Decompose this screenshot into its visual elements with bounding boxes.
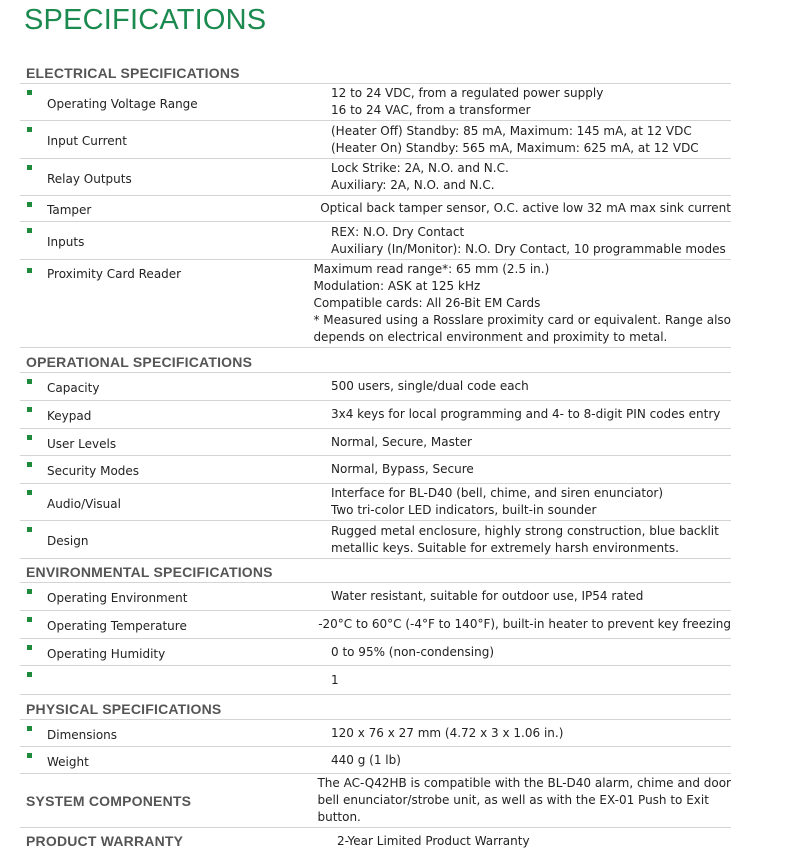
bullet-icon [27,589,32,594]
bullet-icon [27,617,32,622]
spec-value: Lock Strike: 2A, N.O. and N.C. Auxiliary: 2A, N.O. and N.C. [331,161,509,192]
table-row [20,639,731,666]
spec-label: Weight [20,747,325,773]
section-header-electrical [20,62,731,84]
spec-label: Relay Outputs [20,159,325,195]
table-row [20,121,731,159]
spec-value: Rugged metal enclosure, highly strong construction, blue backlit metallic keys. Suitable for extremely harsh environments. [331,523,719,555]
spec-label: Design [20,521,325,558]
table-row [20,429,731,456]
spec-label: Operating Environment [20,583,325,610]
spec-label: Capacity [20,373,325,400]
spec-label: Inputs [20,222,325,259]
spec-label: Keypad [20,401,325,428]
bullet-icon [27,462,32,467]
table-row [20,222,731,260]
bullet-icon [27,672,32,677]
spec-value: 440 g (1 lb) [331,752,401,767]
bullet-icon [27,379,32,384]
spec-value: 120 x 76 x 27 mm (4.72 x 3 x 1.06 in.) [331,725,564,740]
spec-label: Operating Voltage Range [20,84,325,120]
spec-label: Proximity Card Reader [20,260,307,347]
table-row [20,484,731,521]
spec-label: User Levels [20,429,325,455]
bullet-icon [27,202,32,207]
section-title: ENVIRONMENTAL SPECIFICATIONS [26,564,273,580]
bullet-icon [27,407,32,412]
spec-label: Tamper [20,196,314,221]
spec-value: REX: N.O. Dry Contact Auxiliary (In/Monitor): N.O. Dry Contact, 10 programmable modes [331,224,726,256]
spec-value: The AC-Q42HB is compatible with the BL-D40 alarm, chime and door bell enunciator/strobe unit, as well as with the EX-01 Push to Exit button. [317,776,731,824]
table-row [20,611,731,639]
spec-value: Optical back tamper sensor, O.C. active low 32 mA max sink current [320,201,731,215]
table-row [20,666,731,695]
section-title: ELECTRICAL SPECIFICATIONS [26,65,240,81]
spec-label: Security Modes [20,456,325,483]
section-system-components [20,774,731,828]
bullet-icon [27,490,32,495]
bullet-icon [27,435,32,440]
section-title: SYSTEM COMPONENTS [26,792,192,809]
spec-value: 12 to 24 VDC, from a regulated power supply 16 to 24 VAC, from a transformer [331,86,604,117]
specifications-table [20,62,731,854]
spec-value: Water resistant, suitable for outdoor use, IP54 rated [331,589,644,603]
spec-value: 1 [331,672,339,687]
table-row [20,521,731,559]
bullet-icon [27,527,32,532]
table-row [20,159,731,196]
spec-value: 0 to 95% (non-condensing) [331,644,495,659]
bullet-icon [27,228,32,233]
table-row [20,456,731,484]
section-title: PHYSICAL SPECIFICATIONS [26,701,222,717]
spec-value: 3x4 keys for local programming and 4- to 8-digit PIN codes entry [331,407,721,421]
table-row [20,260,731,348]
spec-label: Operating Temperature [20,611,312,638]
spec-value: Normal, Secure, Master [331,434,472,449]
table-row [20,720,731,747]
bullet-icon [27,645,32,650]
table-row [20,583,731,611]
table-row [20,401,731,429]
spec-label: Operating Humidity [20,639,325,665]
bullet-icon [27,165,32,170]
spec-value: -20°C to 60°C (-4°F to 140°F), built-in heater to prevent key freezing [318,617,731,631]
spec-label: Input Current [20,121,325,158]
section-title: PRODUCT WARRANTY [26,833,184,849]
spec-label: Dimensions [20,720,325,746]
spec-value: (Heater Off) Standby: 85 mA, Maximum: 145 mA, at 12 VDC (Heater On) Standby: 565 mA, Maximum: 625 mA, at 12 VDC [331,123,699,155]
bullet-icon [27,753,32,758]
bullet-icon [27,726,32,731]
table-row [20,747,731,774]
section-header-environmental [20,559,731,583]
spec-label: Audio/Visual [20,484,325,520]
spec-value: Normal, Bypass, Secure [331,462,474,476]
spec-value: Interface for BL-D40 (bell, chime, and siren enunciator) Two tri-color LED indicators, built-in sounder [331,486,664,517]
table-row [20,373,731,401]
spec-value: 2-Year Limited Product Warranty [337,833,530,848]
bullet-icon [27,127,32,132]
page-title: SPECIFICATIONS [24,4,267,36]
section-title: OPERATIONAL SPECIFICATIONS [26,354,253,370]
table-row [20,196,731,222]
section-product-warranty [20,828,731,854]
spec-value: 500 users, single/dual code each [331,379,529,393]
bullet-icon [27,90,32,95]
table-row [20,84,731,121]
spec-label [20,666,325,694]
bullet-icon [27,268,32,273]
section-header-operational [20,348,731,373]
spec-value: Maximum read range*: 65 mm (2.5 in.) Modulation: ASK at 125 kHz Compatible cards: All 26-Bit EM Cards * Measured using a Rosslare proximity card or equivalent. Range also depends on electrical environment and proximity to metal. [313,262,731,344]
section-header-physical [20,695,731,720]
